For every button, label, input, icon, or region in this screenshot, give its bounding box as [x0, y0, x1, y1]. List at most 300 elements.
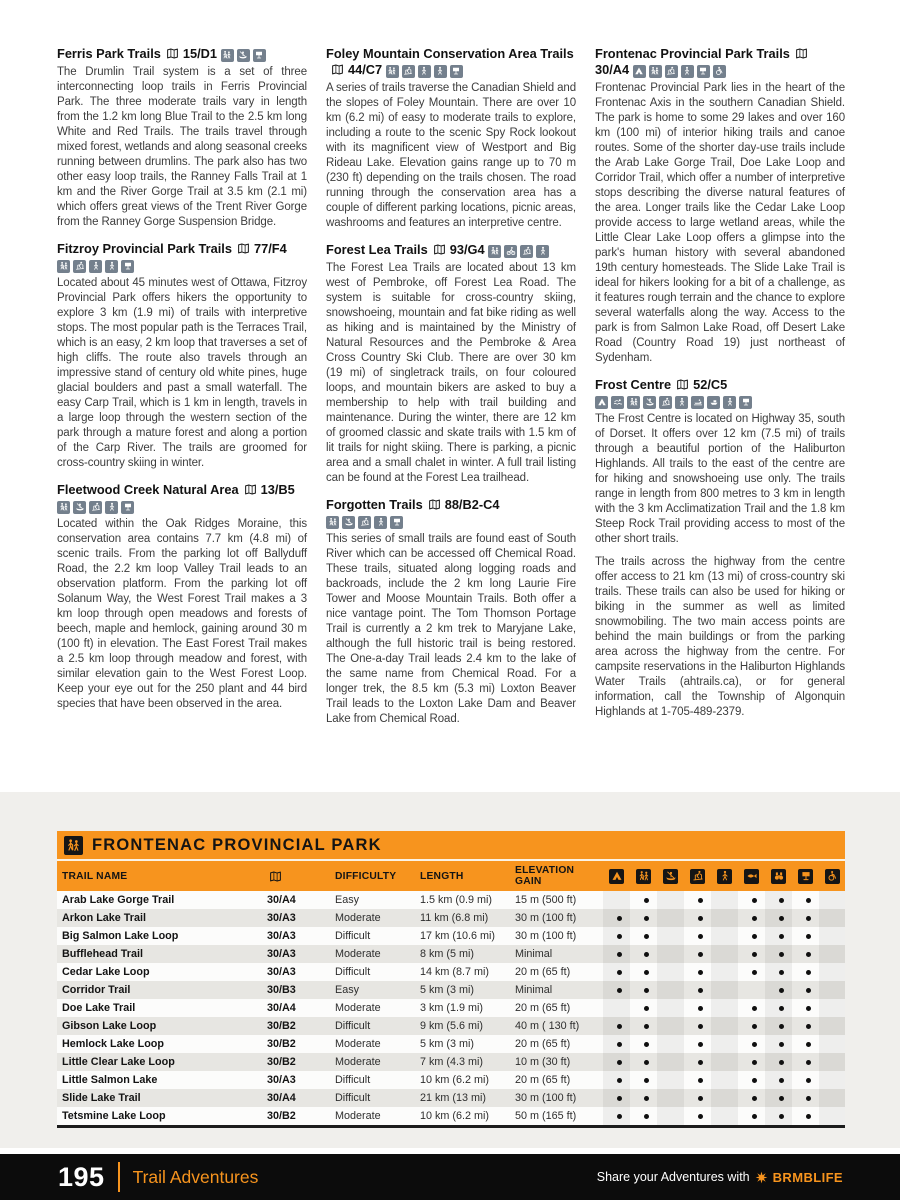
difficulty: Moderate — [335, 1038, 381, 1050]
activity-dot — [698, 1114, 703, 1119]
elevation-gain: 50 m (165 ft) — [515, 1110, 577, 1122]
activity-paddling-empty — [657, 1035, 684, 1053]
activity-snowshoeing-empty — [711, 963, 738, 981]
map-reference: 30/A4 — [267, 1002, 296, 1014]
trail-name: Slide Lake Trail — [62, 1092, 141, 1104]
trail-name: Big Salmon Lake Loop — [62, 930, 179, 942]
length: 21 km (13 mi) — [420, 1092, 486, 1104]
activity-paddling-empty — [657, 1053, 684, 1071]
activity-dot — [779, 898, 784, 903]
trail-article — [57, 241, 307, 471]
length: 7 km (4.3 mi) — [420, 1056, 483, 1068]
col-header-length: LENGTH — [415, 861, 510, 891]
activity-wildlife-viewing-dot — [765, 891, 792, 909]
table-title-bar — [57, 831, 845, 861]
cross-country-skiing-icon — [665, 65, 678, 78]
activity-paddling-empty — [657, 981, 684, 999]
map-icon — [427, 498, 442, 511]
hiking-icon — [386, 65, 399, 78]
trail-name: Tetsmine Lake Loop — [62, 1110, 166, 1122]
trail-article — [57, 482, 307, 712]
activity-wildlife-viewing-dot — [765, 1107, 792, 1127]
activity-hiking-dot — [630, 945, 657, 963]
trail-name: Cedar Lake Loop — [62, 966, 150, 978]
article-title: Foley Mountain Conservation Area Trails — [326, 46, 574, 61]
table-row — [57, 945, 845, 963]
activity-dot — [752, 1024, 757, 1029]
length: 11 km (6.8 mi) — [420, 912, 489, 924]
activity-interpretive-dot — [792, 891, 819, 909]
trail-article — [57, 46, 307, 230]
activity-wheelchair-accessible-empty — [819, 909, 845, 927]
walking-icon — [89, 260, 102, 273]
activity-hiking-dot — [630, 1035, 657, 1053]
table-row — [57, 1107, 845, 1127]
activity-camping-dot — [603, 1035, 630, 1053]
article-title: Ferris Park Trails — [57, 46, 161, 61]
article-title: Forgotten Trails — [326, 497, 423, 512]
article-heading — [326, 497, 576, 529]
activity-dot — [752, 1096, 757, 1101]
trail-name: Hemlock Lake Loop — [62, 1038, 164, 1050]
cross-country-skiing-icon — [659, 396, 672, 409]
activity-wheelchair-accessible-empty — [819, 963, 845, 981]
trail-name: Little Clear Lake Loop — [62, 1056, 175, 1068]
article-title: Frost Centre — [595, 377, 672, 392]
article-paragraph: Located about 45 minutes west of Ottawa, Fitzroy Provincial Park offers hikers the opportunity to explore 3 km (1.9 mi) of trails with interpretive stops. The most popular path is the Terraces Trail, which is an easy, 2 km loop that traverses a set of high cliffs. The route also travels through an impressive stand of century old white pines, huge glacial boulders and past a small waterfall. The easy Carp Trail, which is 1 km in length, travels in a large loop through the western section of the park through a mature forest and along a portion of the Carp River. The trails are groomed for cross-country skiing in winter. — [57, 277, 307, 469]
activity-dot — [806, 1096, 811, 1101]
map-reference: 30/A3 — [267, 912, 296, 924]
snowshoeing-icon — [418, 65, 431, 78]
map-reference: 52/C5 — [693, 377, 728, 392]
article-heading — [326, 242, 576, 258]
interpretive-icon — [450, 65, 463, 78]
activity-interpretive-dot — [792, 1107, 819, 1127]
activity-icon-row — [326, 513, 406, 528]
activity-dot — [698, 916, 703, 921]
elevation-gain: 20 m (65 ft) — [515, 1002, 571, 1014]
activity-fishing-dot — [738, 1071, 765, 1089]
activity-hiking-dot — [630, 909, 657, 927]
activity-dot — [752, 970, 757, 975]
activity-dot — [806, 1078, 811, 1083]
article-paragraph: Located within the Oak Ridges Moraine, this conservation area contains 7.7 km (4.8 mi) of scenic trails. From the parking lot off Ballyduff Road, the 2.2 km loop Valley Trail leads to an observation platform. From the parking lot off Solanum Way, the West Forest Trail makes a 3 km loop through open meadows and forests of beech, maple and hemlock, gaining around 30 m (100 ft) in elevation. The East Forest Trail makes a 2.5 km loop through meadow and forest, with similar elevation gain to the West Forest Loop. Keep your eye out for the 250 plant and 44 bird species that have been observed in the area. — [57, 518, 307, 710]
activity-dot — [779, 1060, 784, 1065]
column-right — [595, 46, 845, 794]
interpretive-icon — [390, 516, 403, 529]
map-reference: 44/C7 — [348, 62, 383, 77]
table-row — [57, 981, 845, 999]
table-row — [57, 999, 845, 1017]
activity-dot — [752, 898, 757, 903]
activity-paddling-empty — [657, 945, 684, 963]
table-row — [57, 1089, 845, 1107]
footer-share-text: Share your Adventures with — [596, 1170, 750, 1184]
activity-wildlife-viewing-dot — [765, 1017, 792, 1035]
activity-dot — [806, 1024, 811, 1029]
activity-wheelchair-accessible-empty — [819, 1071, 845, 1089]
activity-paddling-empty — [657, 1089, 684, 1107]
activity-snowshoeing-empty — [711, 927, 738, 945]
hiking-icon — [326, 516, 339, 529]
difficulty: Easy — [335, 894, 360, 906]
trail-name: Gibson Lake Loop — [62, 1020, 157, 1032]
activity-cross-country-skiing-dot — [684, 891, 711, 909]
activity-dot — [752, 916, 757, 921]
paddling-icon — [663, 869, 678, 884]
activity-cross-country-skiing-dot — [684, 1035, 711, 1053]
activity-camping-dot — [603, 1071, 630, 1089]
activity-fishing-dot — [738, 909, 765, 927]
map-icon — [243, 483, 258, 496]
activity-dot — [779, 1096, 784, 1101]
length: 10 km (6.2 mi) — [420, 1074, 489, 1086]
length: 9 km (5.6 mi) — [420, 1020, 483, 1032]
cross-country-skiing-icon — [402, 65, 415, 78]
elevation-gain: 10 m (30 ft) — [515, 1056, 571, 1068]
activity-snowshoeing-empty — [711, 999, 738, 1017]
elevation-gain: Minimal — [515, 984, 553, 996]
activity-dot — [617, 916, 622, 921]
map-icon — [794, 47, 809, 60]
activity-camping-empty — [603, 891, 630, 909]
elevation-gain: 30 m (100 ft) — [515, 1092, 577, 1104]
map-reference: 30/A3 — [267, 966, 296, 978]
activity-dot — [644, 1060, 649, 1065]
map-reference: 30/A3 — [267, 930, 296, 942]
article-paragraph: This series of small trails are found east of South River which can be accessed off Chemical Road. These trails, situated along logging roads and backroads, include the 2 km long Laurie Fire Tower and Moose Mountain Trails. Both offer a nice vantage point. The Tom Thomson Portage Trail is currently a 2 km trek to Maryjane Lake, although the full historic trail is being restored. The One-a-day Trail leads 2.4 km to the lake of the same name from Chemical Road. For a longer trek, the 8.5 km (5.3 mi) Loxton Beaver Trail leads to the Loxton Lake Dam and Beaver Lake from Chemical Road. — [326, 533, 576, 725]
map-reference: 15/D1 — [182, 46, 218, 61]
map-icon — [330, 63, 345, 76]
activity-fishing-dot — [738, 1089, 765, 1107]
paddling-icon — [342, 516, 355, 529]
hiking-icon — [627, 396, 640, 409]
activity-wildlife-viewing-dot — [765, 1053, 792, 1071]
activity-cross-country-skiing-dot — [684, 963, 711, 981]
col-header-cross-country-skiing — [684, 861, 711, 891]
activity-snowshoeing-empty — [711, 1071, 738, 1089]
activity-cross-country-skiing-dot — [684, 1071, 711, 1089]
activity-snowshoeing-empty — [711, 1089, 738, 1107]
length: 8 km (5 mi) — [420, 948, 474, 960]
activity-dot — [779, 1042, 784, 1047]
article-paragraph: The Drumlin Trail system is a set of three interconnecting loop trails in Ferris Provincial Park. The three moderate trails vary in length from the 1.2 km long Blue Trail to the 2.5 km long White and Red Trails. The trails travel through mixed forest, wetlands and along seasonal creeks running between drumlins. The park also has two other easy loop trails, the Ranney Falls Trail at 1 km and the River Gorge Trail at 3.5 km (2.1 mi) which offers great views of the Trent River Gorge from the Ranney Gorge Suspension Bridge. — [57, 66, 307, 228]
map-reference: 77/F4 — [253, 241, 287, 256]
activity-dot — [752, 1060, 757, 1065]
table-row — [57, 1017, 845, 1035]
activity-fishing-dot — [738, 1107, 765, 1127]
activity-dot — [617, 1114, 622, 1119]
activity-dot — [752, 1114, 757, 1119]
activity-snowshoeing-empty — [711, 1035, 738, 1053]
col-header-difficulty: DIFFICULTY — [330, 861, 415, 891]
activity-paddling-empty — [657, 909, 684, 927]
walking-icon — [105, 501, 118, 514]
map-reference: 30/B2 — [267, 1110, 296, 1122]
activity-icon-row — [57, 498, 137, 513]
col-header-hiking — [630, 861, 657, 891]
article-heading — [595, 46, 845, 78]
map-icon — [432, 243, 447, 256]
activity-paddling-empty — [657, 1071, 684, 1089]
boating-icon — [707, 396, 720, 409]
activity-dot — [698, 898, 703, 903]
activity-interpretive-dot — [792, 945, 819, 963]
difficulty: Moderate — [335, 1056, 381, 1068]
column-left — [57, 46, 307, 794]
activity-snowshoeing-empty — [711, 981, 738, 999]
table-row — [57, 1053, 845, 1071]
activity-dot — [779, 952, 784, 957]
activity-cross-country-skiing-dot — [684, 927, 711, 945]
trail-table — [57, 831, 845, 1128]
map-reference: 30/A4 — [267, 894, 296, 906]
activity-dot — [617, 1060, 622, 1065]
camping-icon — [595, 396, 608, 409]
activity-fishing-empty — [738, 981, 765, 999]
activity-dot — [617, 934, 622, 939]
activity-cross-country-skiing-dot — [684, 1089, 711, 1107]
col-header-interpretive — [792, 861, 819, 891]
map-reference: 30/B2 — [267, 1038, 296, 1050]
snowshoeing-icon — [723, 396, 736, 409]
hiking-icon — [221, 49, 234, 62]
snowshoeing-icon — [717, 869, 732, 884]
trail-article — [326, 46, 576, 231]
activity-wildlife-viewing-dot — [765, 963, 792, 981]
cross-country-skiing-icon — [73, 260, 86, 273]
activity-dot — [644, 898, 649, 903]
activity-dot — [779, 970, 784, 975]
activity-interpretive-dot — [792, 1017, 819, 1035]
camping-icon — [609, 869, 624, 884]
activity-camping-dot — [603, 1053, 630, 1071]
walking-icon — [374, 516, 387, 529]
activity-dot — [617, 1024, 622, 1029]
wheelchair-accessible-icon — [825, 869, 840, 884]
activity-dot — [617, 988, 622, 993]
activity-hiking-dot — [630, 1107, 657, 1127]
wildlife-viewing-icon — [771, 869, 786, 884]
activity-paddling-empty — [657, 1017, 684, 1035]
length: 17 km (10.6 mi) — [420, 930, 495, 942]
activity-dot — [779, 988, 784, 993]
activity-dot — [698, 1060, 703, 1065]
activity-icon-row — [57, 257, 137, 272]
activity-wildlife-viewing-dot — [765, 909, 792, 927]
length: 10 km (6.2 mi) — [420, 1110, 489, 1122]
activity-hiking-dot — [630, 927, 657, 945]
activity-dot — [644, 1024, 649, 1029]
activity-camping-dot — [603, 963, 630, 981]
activity-cross-country-skiing-dot — [684, 1107, 711, 1127]
activity-fishing-dot — [738, 945, 765, 963]
activity-icon-row — [633, 62, 729, 77]
activity-camping-dot — [603, 945, 630, 963]
activity-dot — [617, 1078, 622, 1083]
difficulty: Difficult — [335, 966, 371, 978]
activity-dot — [644, 1096, 649, 1101]
table-title: FRONTENAC PROVINCIAL PARK — [92, 835, 382, 854]
activity-fishing-dot — [738, 1053, 765, 1071]
camping-icon — [633, 65, 646, 78]
difficulty: Difficult — [335, 1074, 371, 1086]
activity-dot — [752, 1042, 757, 1047]
activity-wildlife-viewing-dot — [765, 981, 792, 999]
brand-tag: BRMBLIFE — [772, 1169, 843, 1185]
activity-interpretive-dot — [792, 927, 819, 945]
elevation-gain: 20 m (65 ft) — [515, 1038, 571, 1050]
elevation-gain: 30 m (100 ft) — [515, 930, 577, 942]
activity-dot — [644, 1042, 649, 1047]
activity-dot — [698, 952, 703, 957]
col-header-snowshoeing — [711, 861, 738, 891]
activity-interpretive-dot — [792, 1035, 819, 1053]
activity-fishing-dot — [738, 1017, 765, 1035]
article-paragraph: The Forest Lea Trails are located about 13 km west of Pembroke, off Forest Lea Road. The system is suitable for cross-country skiing, snowshoeing, mountain and fat bike riding as well as hiking and is maintained by the Ministry of Natural Resources and the Pembroke & Area Cross Country Ski Club. There are over 30 km (19 mi) of singletrack trails, on four coloured loops, and mountain bikers are asked to buy a membership to help with trail building and maintenance. During the winter, there are 12 km of groomed classic and skate trails with 1.5 km of lit trails for night skiing. There is parking, a picnic area and a small chalet in winter. A full trail listing can be found at the Forest Lea trailhead. — [326, 262, 576, 484]
interpretive-icon — [253, 49, 266, 62]
col-header-camping — [603, 861, 630, 891]
article-columns — [57, 46, 847, 794]
activity-dot — [644, 934, 649, 939]
activity-cross-country-skiing-dot — [684, 1017, 711, 1035]
activity-wheelchair-accessible-empty — [819, 945, 845, 963]
activity-dot — [779, 916, 784, 921]
activity-hiking-dot — [630, 891, 657, 909]
activity-hiking-dot — [630, 1053, 657, 1071]
article-heading — [57, 241, 307, 273]
map-reference: 93/G4 — [449, 242, 485, 257]
activity-wildlife-viewing-dot — [765, 1071, 792, 1089]
activity-dot — [644, 952, 649, 957]
activity-paddling-empty — [657, 963, 684, 981]
hiking-icon — [649, 65, 662, 78]
activity-dot — [698, 1006, 703, 1011]
article-heading — [326, 46, 576, 78]
difficulty: Moderate — [335, 1002, 381, 1014]
activity-wildlife-viewing-dot — [765, 1089, 792, 1107]
activity-dot — [617, 1096, 622, 1101]
activity-wheelchair-accessible-empty — [819, 1107, 845, 1127]
activity-dot — [698, 1024, 703, 1029]
activity-snowshoeing-empty — [711, 891, 738, 909]
activity-dot — [698, 970, 703, 975]
interpretive-icon — [121, 501, 134, 514]
activity-dot — [806, 916, 811, 921]
activity-paddling-empty — [657, 999, 684, 1017]
activity-interpretive-dot — [792, 1071, 819, 1089]
activity-interpretive-dot — [792, 981, 819, 999]
activity-dot — [644, 1114, 649, 1119]
activity-dot — [806, 1006, 811, 1011]
length: 1.5 km (0.9 mi) — [420, 894, 492, 906]
elevation-gain: 20 m (65 ft) — [515, 1074, 571, 1086]
activity-dot — [698, 934, 703, 939]
activity-cross-country-skiing-dot — [684, 1053, 711, 1071]
map-reference: 88/B2-C4 — [444, 497, 500, 512]
activity-hiking-dot — [630, 1089, 657, 1107]
walking-icon — [681, 65, 694, 78]
col-header-fishing — [738, 861, 765, 891]
difficulty: Moderate — [335, 912, 381, 924]
activity-icon-row — [595, 393, 755, 408]
activity-dot — [806, 988, 811, 993]
elevation-gain: 30 m (100 ft) — [515, 912, 577, 924]
activity-wildlife-viewing-dot — [765, 945, 792, 963]
article-title: Fitzroy Provincial Park Trails — [57, 241, 232, 256]
map-reference: 30/B2 — [267, 1056, 296, 1068]
table-row — [57, 891, 845, 909]
activity-camping-dot — [603, 981, 630, 999]
col-header-elevation: ELEVATION GAIN — [510, 861, 603, 891]
paddling-icon — [73, 501, 86, 514]
interpretive-icon — [739, 396, 752, 409]
article-title: Fleetwood Creek Natural Area — [57, 482, 239, 497]
interpretive-icon — [121, 260, 134, 273]
activity-fishing-dot — [738, 927, 765, 945]
brmb-logo-icon — [755, 1171, 768, 1184]
page-number: 195 — [58, 1161, 105, 1192]
map-icon — [165, 47, 180, 60]
activity-snowshoeing-empty — [711, 909, 738, 927]
length: 5 km (3 mi) — [420, 984, 474, 996]
col-header-wheelchair-accessible — [819, 861, 845, 891]
activity-icon-row — [386, 62, 466, 77]
table-panel — [0, 792, 900, 1148]
difficulty: Easy — [335, 984, 360, 996]
map-reference: 30/A3 — [267, 948, 296, 960]
trail-article — [326, 497, 576, 727]
page-footer — [0, 1154, 900, 1200]
activity-dot — [752, 934, 757, 939]
cross-country-skiing-icon — [89, 501, 102, 514]
activity-dot — [779, 934, 784, 939]
activity-dot — [644, 916, 649, 921]
trail-name: Corridor Trail — [62, 984, 131, 996]
fishing-icon — [744, 869, 759, 884]
footer-section-title: Trail Adventures — [132, 1166, 259, 1187]
activity-dot — [752, 1006, 757, 1011]
activity-wheelchair-accessible-empty — [819, 1017, 845, 1035]
mountain-biking-icon — [504, 245, 517, 258]
article-heading — [595, 377, 845, 409]
table-row — [57, 1035, 845, 1053]
article-title: Frontenac Provincial Park Trails — [595, 46, 790, 61]
activity-dot — [698, 1096, 703, 1101]
activity-snowshoeing-empty — [711, 1017, 738, 1035]
activity-dot — [806, 1042, 811, 1047]
activity-dot — [779, 1006, 784, 1011]
activity-dot — [644, 1078, 649, 1083]
col-header-trail-name: TRAIL NAME — [57, 861, 262, 891]
trail-name: Arab Lake Gorge Trail — [62, 894, 175, 906]
map-reference: 30/A4 — [267, 1092, 296, 1104]
snowshoeing-icon — [536, 245, 549, 258]
activity-cross-country-skiing-dot — [684, 999, 711, 1017]
activity-dot — [779, 1114, 784, 1119]
elevation-gain: 15 m (500 ft) — [515, 894, 577, 906]
activity-wheelchair-accessible-empty — [819, 1053, 845, 1071]
elevation-gain: 20 m (65 ft) — [515, 966, 571, 978]
walking-icon — [434, 65, 447, 78]
activity-interpretive-dot — [792, 909, 819, 927]
hiking-icon — [636, 869, 651, 884]
article-heading — [57, 482, 307, 514]
walking-icon — [675, 396, 688, 409]
activity-dot — [806, 1114, 811, 1119]
activity-icon-row — [221, 46, 269, 61]
map-icon — [262, 861, 330, 891]
